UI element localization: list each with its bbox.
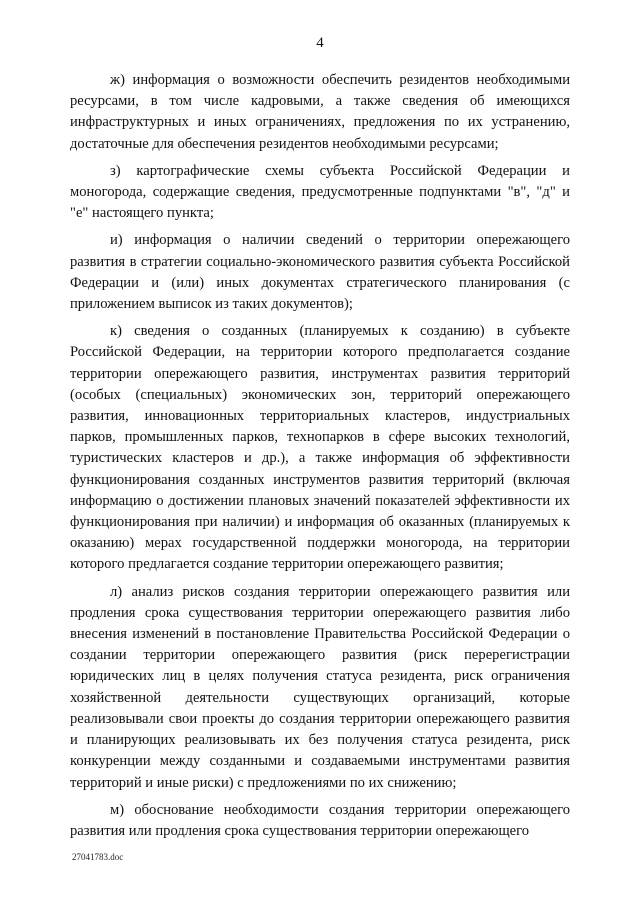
- paragraph-m: м) обоснование необходимости создания территории опережающего развития или продления срока существования территории опережающего: [70, 801, 570, 839]
- page-number: 4: [316, 35, 324, 51]
- document-file-code: 27041783.doc: [72, 852, 124, 862]
- paragraph-z: з) картографические схемы субъекта Российской Федерации и моногорода, содержащие сведения, предусмотренные подпунктами "в", "д" и "е" настоящего пункта;: [70, 162, 570, 222]
- paragraph-k: к) сведения о созданных (планируемых к созданию) в субъекте Российской Федерации, на территории которого предполагается создание территории опережающего развития, инструментах развития территорий (особых (специальных) экономических зон, территорий опережающего развития, инновационных территориальных кластеров, индустриальных парков, промышленных парков, технопарков в сфере высоких технологий, туристических кластеров и др.), а также информация об эффективности функционирования созданных инструментов развития территорий (включая информацию о достижении плановых значений показателей эффективности их функционирования при наличии) и информация об оказанных (планируемых к оказанию) мерах государственной поддержки моногорода, на территории которого предлагается создание территории опережающего развития;: [70, 323, 570, 573]
- paragraph-zh: ж) информация о возможности обеспечить резидентов необходимыми ресурсами, в том числе кадровыми, а также сведения об имеющихся инфраструктурных и иных ограничениях, предложения по их устранению, достаточные для обеспечения резидентов необходимыми ресурсами;: [70, 72, 570, 152]
- document-body: [70, 70, 570, 848]
- paragraph-l: л) анализ рисков создания территории опережающего развития или продления срока существования территории опережающего развития либо внесения изменений в постановление Правительства Российской Федерации о создании территории опережающего развития (риск перерегистрации юридических лиц в целях получения статуса резидента, риск ограничения хозяйственной деятельности существующих организаций, которые реализовывали свои проекты до создания территории опережающего развития и планирующих реализовывать их без получения статуса резидента, риск конкуренции между созданными и создаваемыми инструментами развития территорий и иные риски) с предложениями по их снижению;: [70, 583, 570, 791]
- paragraph-i: и) информация о наличии сведений о территории опережающего развития в стратегии социально-экономического развития субъекта Российской Федерации и (или) иных документах стратегического планирования (с приложением выписок из таких документов);: [70, 232, 570, 313]
